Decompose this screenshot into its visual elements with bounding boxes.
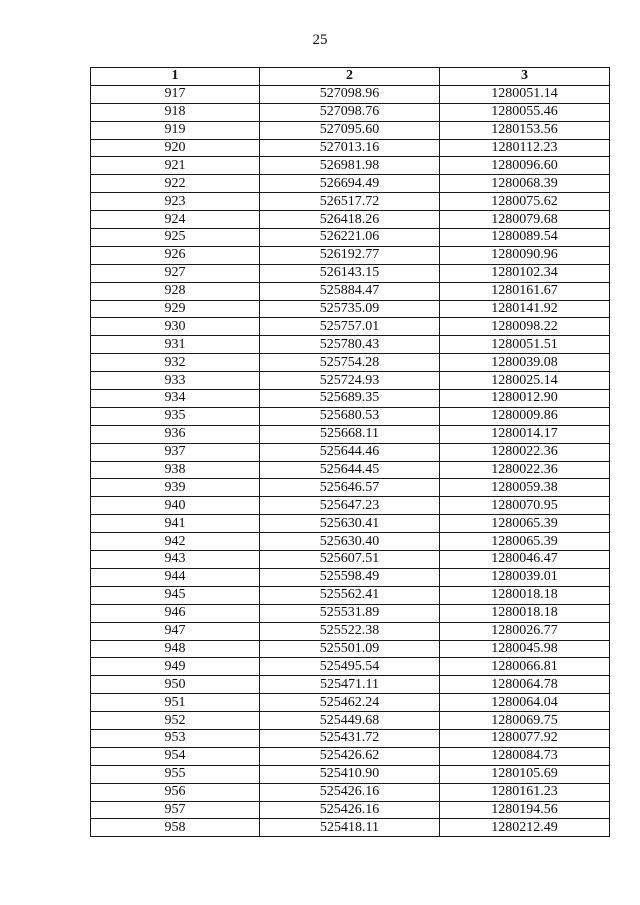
- table-row: [91, 157, 610, 175]
- point-number-cell: 957: [91, 801, 260, 819]
- y-coordinate-cell: 1280065.39: [440, 533, 610, 551]
- x-coordinate-cell: 525668.11: [260, 425, 440, 443]
- point-number-cell: 926: [91, 246, 260, 264]
- x-coordinate-cell: 525724.93: [260, 372, 440, 390]
- table-row: [91, 443, 610, 461]
- y-coordinate-cell: 1280039.08: [440, 354, 610, 372]
- point-number-cell: 920: [91, 139, 260, 157]
- table-body: [91, 85, 610, 836]
- column-header-3: 3: [440, 68, 610, 86]
- x-coordinate-cell: 526143.15: [260, 264, 440, 282]
- x-coordinate-cell: 526694.49: [260, 175, 440, 193]
- point-number-cell: 951: [91, 694, 260, 712]
- coordinates-table: [90, 67, 610, 837]
- y-coordinate-cell: 1280098.22: [440, 318, 610, 336]
- x-coordinate-cell: 525431.72: [260, 729, 440, 747]
- column-header-1: 1: [91, 68, 260, 86]
- y-coordinate-cell: 1280045.98: [440, 640, 610, 658]
- point-number-cell: 954: [91, 747, 260, 765]
- point-number-cell: 950: [91, 676, 260, 694]
- x-coordinate-cell: 525501.09: [260, 640, 440, 658]
- point-number-cell: 946: [91, 604, 260, 622]
- table-row: [91, 336, 610, 354]
- point-number-cell: 940: [91, 497, 260, 515]
- table-row: [91, 551, 610, 569]
- y-coordinate-cell: 1280161.23: [440, 783, 610, 801]
- table-row: [91, 747, 610, 765]
- y-coordinate-cell: 1280075.62: [440, 193, 610, 211]
- point-number-cell: 935: [91, 407, 260, 425]
- x-coordinate-cell: 525531.89: [260, 604, 440, 622]
- table-row: [91, 229, 610, 247]
- y-coordinate-cell: 1280018.18: [440, 604, 610, 622]
- x-coordinate-cell: 527013.16: [260, 139, 440, 157]
- table-row: [91, 318, 610, 336]
- table-row: [91, 712, 610, 730]
- y-coordinate-cell: 1280059.38: [440, 479, 610, 497]
- y-coordinate-cell: 1280096.60: [440, 157, 610, 175]
- x-coordinate-cell: 525644.45: [260, 461, 440, 479]
- y-coordinate-cell: 1280065.39: [440, 515, 610, 533]
- x-coordinate-cell: 525495.54: [260, 658, 440, 676]
- x-coordinate-cell: 525646.57: [260, 479, 440, 497]
- point-number-cell: 918: [91, 103, 260, 121]
- point-number-cell: 921: [91, 157, 260, 175]
- point-number-cell: 941: [91, 515, 260, 533]
- table-row: [91, 783, 610, 801]
- table-row: [91, 103, 610, 121]
- x-coordinate-cell: 525449.68: [260, 712, 440, 730]
- y-coordinate-cell: 1280077.92: [440, 729, 610, 747]
- table-row: [91, 139, 610, 157]
- y-coordinate-cell: 1280070.95: [440, 497, 610, 515]
- y-coordinate-cell: 1280141.92: [440, 300, 610, 318]
- point-number-cell: 953: [91, 729, 260, 747]
- x-coordinate-cell: 525426.16: [260, 801, 440, 819]
- x-coordinate-cell: 525680.53: [260, 407, 440, 425]
- y-coordinate-cell: 1280012.90: [440, 390, 610, 408]
- x-coordinate-cell: 525757.01: [260, 318, 440, 336]
- point-number-cell: 929: [91, 300, 260, 318]
- table-row: [91, 264, 610, 282]
- point-number-cell: 944: [91, 568, 260, 586]
- point-number-cell: 939: [91, 479, 260, 497]
- x-coordinate-cell: 525735.09: [260, 300, 440, 318]
- y-coordinate-cell: 1280026.77: [440, 622, 610, 640]
- x-coordinate-cell: 527095.60: [260, 121, 440, 139]
- point-number-cell: 927: [91, 264, 260, 282]
- y-coordinate-cell: 1280089.54: [440, 229, 610, 247]
- y-coordinate-cell: 1280084.73: [440, 747, 610, 765]
- table-row: [91, 211, 610, 229]
- x-coordinate-cell: 525426.62: [260, 747, 440, 765]
- y-coordinate-cell: 1280068.39: [440, 175, 610, 193]
- y-coordinate-cell: 1280079.68: [440, 211, 610, 229]
- point-number-cell: 925: [91, 229, 260, 247]
- y-coordinate-cell: 1280064.04: [440, 694, 610, 712]
- y-coordinate-cell: 1280009.86: [440, 407, 610, 425]
- table-row: [91, 193, 610, 211]
- x-coordinate-cell: 525598.49: [260, 568, 440, 586]
- table-row: [91, 407, 610, 425]
- point-number-cell: 949: [91, 658, 260, 676]
- point-number-cell: 922: [91, 175, 260, 193]
- x-coordinate-cell: 527098.76: [260, 103, 440, 121]
- table-row: [91, 694, 610, 712]
- table-row: [91, 729, 610, 747]
- table-row: [91, 246, 610, 264]
- table-header-row: [91, 68, 610, 86]
- page-number: 25: [312, 32, 328, 48]
- y-coordinate-cell: 1280064.78: [440, 676, 610, 694]
- point-number-cell: 943: [91, 551, 260, 569]
- y-coordinate-cell: 1280039.01: [440, 568, 610, 586]
- y-coordinate-cell: 1280066.81: [440, 658, 610, 676]
- x-coordinate-cell: 526418.26: [260, 211, 440, 229]
- x-coordinate-cell: 525689.35: [260, 390, 440, 408]
- y-coordinate-cell: 1280055.46: [440, 103, 610, 121]
- point-number-cell: 947: [91, 622, 260, 640]
- table-row: [91, 282, 610, 300]
- y-coordinate-cell: 1280102.34: [440, 264, 610, 282]
- point-number-cell: 917: [91, 85, 260, 103]
- table-row: [91, 819, 610, 837]
- y-coordinate-cell: 1280022.36: [440, 443, 610, 461]
- point-number-cell: 942: [91, 533, 260, 551]
- point-number-cell: 933: [91, 372, 260, 390]
- point-number-cell: 937: [91, 443, 260, 461]
- y-coordinate-cell: 1280112.23: [440, 139, 610, 157]
- table-row: [91, 658, 610, 676]
- y-coordinate-cell: 1280161.67: [440, 282, 610, 300]
- x-coordinate-cell: 525426.16: [260, 783, 440, 801]
- x-coordinate-cell: 525418.11: [260, 819, 440, 837]
- table-row: [91, 765, 610, 783]
- x-coordinate-cell: 525462.24: [260, 694, 440, 712]
- point-number-cell: 948: [91, 640, 260, 658]
- point-number-cell: 945: [91, 586, 260, 604]
- x-coordinate-cell: 525522.38: [260, 622, 440, 640]
- table-row: [91, 533, 610, 551]
- table-row: [91, 461, 610, 479]
- y-coordinate-cell: 1280051.51: [440, 336, 610, 354]
- x-coordinate-cell: 526981.98: [260, 157, 440, 175]
- x-coordinate-cell: 525562.41: [260, 586, 440, 604]
- table-row: [91, 586, 610, 604]
- y-coordinate-cell: 1280022.36: [440, 461, 610, 479]
- point-number-cell: 958: [91, 819, 260, 837]
- x-coordinate-cell: 525644.46: [260, 443, 440, 461]
- y-coordinate-cell: 1280018.18: [440, 586, 610, 604]
- table-row: [91, 676, 610, 694]
- point-number-cell: 928: [91, 282, 260, 300]
- x-coordinate-cell: 525647.23: [260, 497, 440, 515]
- x-coordinate-cell: 526192.77: [260, 246, 440, 264]
- point-number-cell: 936: [91, 425, 260, 443]
- x-coordinate-cell: 525884.47: [260, 282, 440, 300]
- y-coordinate-cell: 1280025.14: [440, 372, 610, 390]
- point-number-cell: 938: [91, 461, 260, 479]
- y-coordinate-cell: 1280194.56: [440, 801, 610, 819]
- x-coordinate-cell: 525780.43: [260, 336, 440, 354]
- point-number-cell: 956: [91, 783, 260, 801]
- x-coordinate-cell: 526221.06: [260, 229, 440, 247]
- table-row: [91, 372, 610, 390]
- x-coordinate-cell: 525630.41: [260, 515, 440, 533]
- table-row: [91, 300, 610, 318]
- x-coordinate-cell: 525630.40: [260, 533, 440, 551]
- table-row: [91, 425, 610, 443]
- y-coordinate-cell: 1280046.47: [440, 551, 610, 569]
- y-coordinate-cell: 1280212.49: [440, 819, 610, 837]
- y-coordinate-cell: 1280051.14: [440, 85, 610, 103]
- point-number-cell: 955: [91, 765, 260, 783]
- y-coordinate-cell: 1280014.17: [440, 425, 610, 443]
- table-row: [91, 479, 610, 497]
- table-row: [91, 85, 610, 103]
- point-number-cell: 934: [91, 390, 260, 408]
- x-coordinate-cell: 526517.72: [260, 193, 440, 211]
- y-coordinate-cell: 1280153.56: [440, 121, 610, 139]
- point-number-cell: 952: [91, 712, 260, 730]
- point-number-cell: 924: [91, 211, 260, 229]
- point-number-cell: 919: [91, 121, 260, 139]
- point-number-cell: 932: [91, 354, 260, 372]
- x-coordinate-cell: 525410.90: [260, 765, 440, 783]
- table-row: [91, 354, 610, 372]
- table-row: [91, 640, 610, 658]
- point-number-cell: 930: [91, 318, 260, 336]
- table-row: [91, 801, 610, 819]
- x-coordinate-cell: 525471.11: [260, 676, 440, 694]
- table-row: [91, 121, 610, 139]
- y-coordinate-cell: 1280090.96: [440, 246, 610, 264]
- y-coordinate-cell: 1280069.75: [440, 712, 610, 730]
- x-coordinate-cell: 525754.28: [260, 354, 440, 372]
- table-row: [91, 175, 610, 193]
- table-row: [91, 622, 610, 640]
- column-header-2: 2: [260, 68, 440, 86]
- point-number-cell: 923: [91, 193, 260, 211]
- x-coordinate-cell: 525607.51: [260, 551, 440, 569]
- table-row: [91, 515, 610, 533]
- table-row: [91, 497, 610, 515]
- x-coordinate-cell: 527098.96: [260, 85, 440, 103]
- point-number-cell: 931: [91, 336, 260, 354]
- table-row: [91, 390, 610, 408]
- table-row: [91, 568, 610, 586]
- y-coordinate-cell: 1280105.69: [440, 765, 610, 783]
- table-row: [91, 604, 610, 622]
